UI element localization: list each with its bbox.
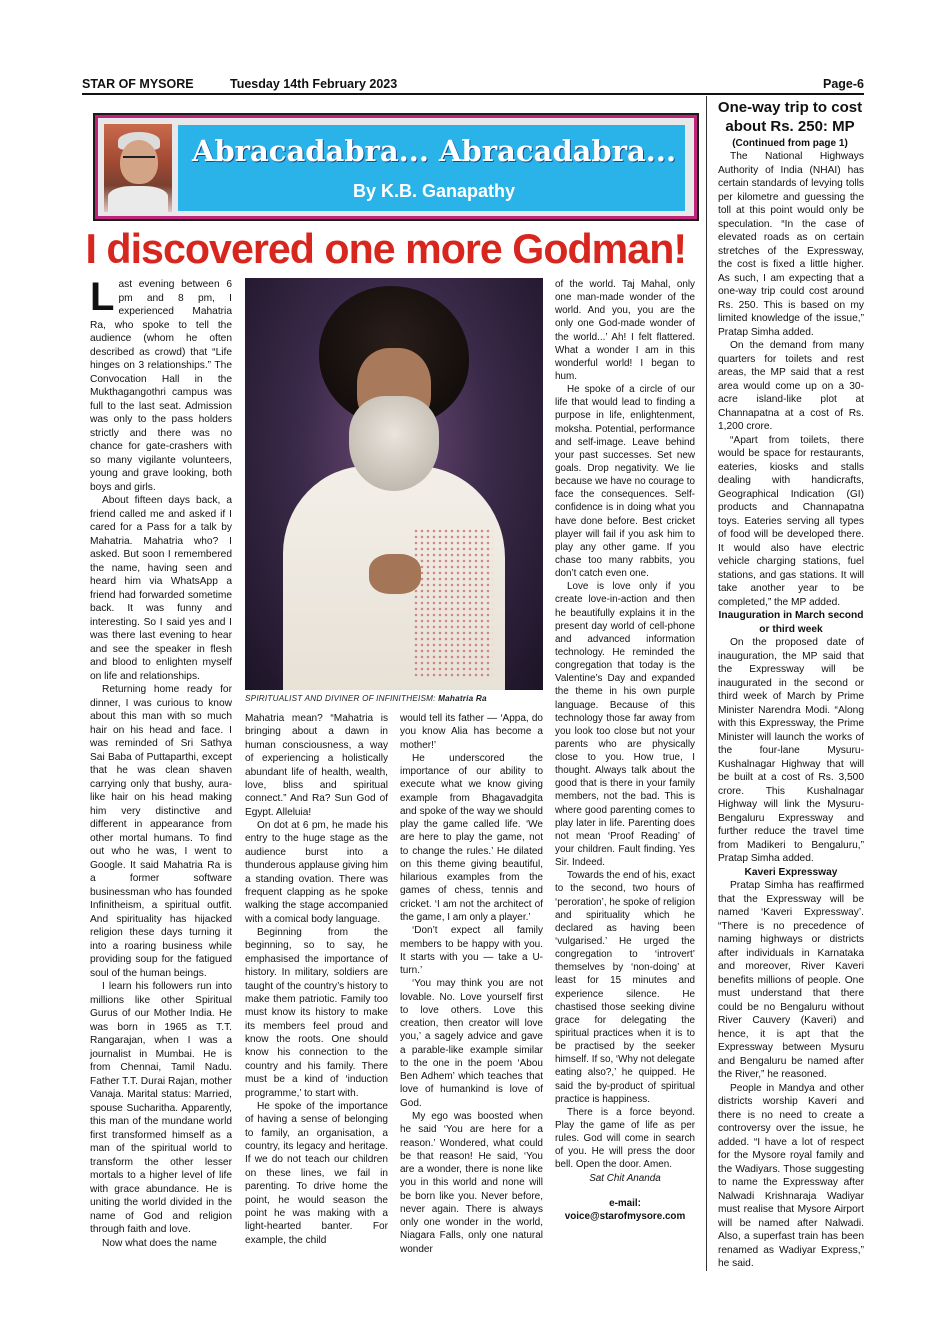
article-paragraph: On dot at 6 pm, he made his entry to the huge stage as the audience burst into a thunderous applause giving him a standing ovation. There was frequent clapping as he spoke walking the stage accompanied with a comical body language. <box>245 820 388 925</box>
sidebar-subhead: Kaveri Expressway <box>744 866 838 878</box>
column-banner <box>93 113 699 221</box>
column-title: Abracadabra... Abracadabra... <box>191 134 677 168</box>
article-paragraph: ‘Don’t expect all family members to be happy with you. It starts with you — take a U-turn.’ <box>400 925 543 977</box>
banner-frame <box>98 118 694 216</box>
sidebar-subhead: Inauguration in March second or third week <box>718 610 864 635</box>
article-paragraph: He underscored the importance of our ability to execute what we know giving example from Bhagavadgita and spoke of the way we should play the game called life. ‘We are here to play the game, not to change the rules.’ He dilated on this theme giving beautiful, hilarious examples from the games of chess, tennis and cricket. ‘I am not the architect of the game, I am only a player.’ <box>400 752 543 923</box>
article-paragraph: Returning home ready for dinner, I was curious to know about this man with so much hair on his head and face. I was reminded of Sri Sathya Sai Baba of Puttaparthi, except that he was clean shaven carrying only that bushy, aura-like hair on his head making him very distinctive and different in appearance from other mortal humans. To find out who he was, I went to Google. It said Mahatria Ra is a former software businessman who has founded Infinitheism, a spiritual outfit. And spirituality has hijacked religion these days turning it into a roaring business while providing soup for the fatigued soul of the human beings. <box>90 684 232 979</box>
sidebar-paragraph: The National Highways Authority of India (NHAI) has certain standards of levying tolls per kilometre and guessing the toll at this point would only be speculation. “In the case of elevated roads as on certain stretches of the Expressway, the cost is fixed a little higher. As such, I am expecting that a one-way trip could cost around Rs. 250. This is based on my limited knowledge of the issue,” Pratap Simha added. <box>718 151 864 338</box>
portrait-glasses <box>123 156 155 166</box>
sidebar-paragraph: Pratap Simha has reaffirmed that the Expressway will be named ‘Kaveri Expressway’. “There is no precedence of naming highways or districts after individuals in Karnataka and moreover, River Kaveri benefits millions of people. One must understand that there could be no Bengaluru without River Cauvery (Kaveri) and hence, it is apt that the Expressway between Mysuru and Bengaluru be named after the River,” he reasoned. <box>718 880 864 1080</box>
article-paragraph: My ego was boosted when he said ‘You are here for a reason.’ Wondered, what could be that reason! He said, ‘You are a wonder, there is none like you in this world and none will be born like you. Never before, never again. There is always only one wonder in the world, Niagara Falls, only one natural wonder <box>400 1110 543 1255</box>
email-address[interactable]: voice@starofmysore.com <box>564 1210 686 1222</box>
sidebar-paragraph: On the demand from many quarters for toilets and rest areas, the MP said that a rest area would come up on a 30-acre island-like plot at Channapatna at a cost of Rs. 1,200 crore. <box>718 340 864 432</box>
article-headline: I discovered one more Godman! <box>85 225 687 272</box>
sidebar-article <box>718 150 864 1271</box>
article-column-2 <box>245 712 388 1247</box>
article-paragraph: Now what does the name <box>102 1237 217 1249</box>
continued-note: (Continued from page 1) <box>732 138 848 149</box>
article-paragraph: of the world. Taj Mahal, only one man-made wonder of the world. And you, you are the only one God-made wonder of the world...’ Ah! I felt flattered. What a wonder I am in this wonderful world! I began to hum. <box>555 279 695 382</box>
portrait-shirt <box>108 186 168 212</box>
article-paragraph: About fifteen days back, a friend called me and asked if I cared for a Pass for a talk by Mahatria. Mahatria who? I asked. But soon I remembered the name, having seen and heard him via WhatsApp a friend had forwarded sometime back. It was funny and interesting. So I said yes and I was there last evening to hear and see the speaker in flesh and blood to enlighten myself on life and relationships. <box>90 495 232 682</box>
article-photo <box>245 278 543 690</box>
page-number: Page-6 <box>823 77 864 91</box>
article-paragraph: He spoke of a circle of our life that would lead to finding a purpose in life, enlightenment, moksha. Potential, performance and self-image. Leave behind your past successes. Set new goals. Drop negativity. We lie because we have no courage to face the consequences. Self-confidence is in doing what you have done before. Best cricket player will fail if you ask him to play any other game. If you chase too many rabbits, you don’t catch even one. <box>555 384 695 580</box>
caption-name: Mahatria Ra <box>438 694 487 703</box>
column-byline: By K.B. Ganapathy <box>352 181 516 201</box>
article-column-4 <box>555 278 695 1223</box>
sidebar-headline: One-way trip to cost about Rs. 250: MP <box>717 99 863 135</box>
article-paragraph: Last evening between 6 pm and 8 pm, I experienced Mahatria Ra, who spoke to tell the audience (whom he often described as crowd) that “Life hinges on 3 relationships.” The Convocation Hall in the Mukthagangothri campus was full to the last seat. Admission was only to the pass holders strictly and there was no chance for gate-crashers with so many vigilante volunteers, young and grave looking, both boys and girls. <box>90 275 232 493</box>
photo-beard <box>349 396 439 491</box>
sidebar-paragraph: “Apart from toilets, there would be space for restaurants, eateries, kiosks and stalls dealing with handicrafts, Geographical Indication (GI) products and Channapatna toys. Eateries serving all types of food will be developed there. It would also have electric vehicle charging stations, fuel stations, and gas stations. It will take another year to be completed,” the MP added. <box>718 434 864 608</box>
article-paragraph: Mahatria mean? “Mahatria is bringing about a dawn in human consciousness, a way of experiencing a holistically abundant life of health, wealth, love, bliss and spiritual connect.” And Ra? Sun God of Egypt. Alleluia! <box>245 713 388 818</box>
email-label: e-mail: <box>609 1197 641 1209</box>
article-signoff: Sat Chit Ananda <box>589 1172 661 1184</box>
photo-hands <box>369 554 421 594</box>
article-paragraph: I learn his followers run into millions like other Spiritual Gurus of our Mother India. He was born in 1965 as T.T. Rangarajan, when I was a journalist in Mumbai. He is from Chennai, Tamil Nadu. Father T.T. Durai Rajan, mother Vanaja. Marital status: Married, spouse Sucharitha. Apparently, this man of the mundane world first transformed himself as a man of the spiritual world to transform the other lesser mortals to a higher level of life with grace abundance. He is uniting the world divided in the name of God and religion through faith and love. <box>90 981 232 1235</box>
article-column-1 <box>90 275 232 1250</box>
column-divider <box>706 96 707 1271</box>
article-column-3 <box>400 712 543 1256</box>
article-paragraph: Love is love only if you create love-in-action and then he beautifully explains it in the present day world of cell-phone and advanced information technology. He reminded the congregation that today is the Valentine’s Day and expanded the theme in his own purple language. Because of this technology those far away from you look too close but not your parents who are physically close to you. How true, I thought. Always talk about the good that is there in your family members, not the bad. This is where good parenting comes to play later in life. Parenting does not mean ‘Proof Reading’ of your children. Fault finding. Yes Sir. Indeed. <box>555 581 695 869</box>
photo-caption <box>245 694 543 708</box>
article-paragraph: There is a force beyond. Play the game of life as per rules. God will come in search of you. He will press the door bell. Open the door. Amen. <box>555 1106 695 1171</box>
article-paragraph: He spoke of the importance of having a sense of belonging to family, an organisation, a country, its legacy and heritage. If we do not teach our children on these lines, we fail in parenting. To drive home the point, he would season the point he was making with a light-hearted banter. For example, the child <box>245 1100 388 1246</box>
drop-cap: L <box>90 275 115 319</box>
article-paragraph: would tell its father — ‘Appa, do you know Alia has become a mother!’ <box>400 713 543 751</box>
author-portrait <box>104 124 172 212</box>
publication-name: STAR OF MYSORE <box>82 77 194 91</box>
header-rule <box>82 93 864 95</box>
issue-date: Tuesday 14th February 2023 <box>230 77 398 91</box>
sidebar-paragraph: People in Mandya and other districts worship Kaveri and there is no need to create a controversy over the issue, he added. “I have a lot of respect for the Mysore royal family and the Wadiyars. Those suggesting to name the Expressway after Nalwadi Krishnaraja Wadiyar must realise that Mysore Airport will be named after Nalwadi. Also, a superfast train has been renamed as Wadiyar Express,” he said. <box>718 1082 864 1269</box>
photo-embroidery <box>413 528 493 678</box>
article-paragraph: ‘You may think you are not lovable. No. Love yourself first to love others. Love this creation, then creator will love you,’ a sagely advice and gave a parable-like example similar to the one in the poem ‘Abou Ben Adhem’ which teaches that love of humankind is love of God. <box>400 978 543 1109</box>
article-paragraph: Beginning from the beginning, so to say, he emphasised the importance of history. In military, soldiers are taught of the country’s history to make them patriotic. Family too must know its history to make its members feel proud and know the roots. One should know his connection to the country and his family. There must be a kind of ‘induction programme,’ to start with. <box>245 927 388 1099</box>
article-paragraph: Towards the end of his, exact to the second, two hours of ‘peroration’, he spoke of religion and spirituality which he declared as having been ‘vulgarised.’ He urged the congregation to ‘introvert’ themselves by ‘non-doing’ at least for 15 minutes and experience silence. He chastised those seeking divine grace for delegating the spiritual practices when it is to be practised by the seeker himself. If so, ‘Why not delegate eating also?,’ he quipped. He said the by-product of spiritual practice is happiness. <box>555 870 695 1105</box>
sidebar-paragraph: On the proposed date of inauguration, the MP said that the Expressway will be inaugurated in the second or third week of March by Prime Minister Narendra Modi. “Along with this Expressway, the Prime Minister will launch the works of the four-lane Mysuru-Kushalnagar Highway that will be built at a cost of Rs. 3,500 crore. This Kushalnagar Highway will link the Mysuru-Bengaluru Expressway and further reduce the travel time from Madikeri to Bengaluru,” Pratap Simha added. <box>718 637 864 864</box>
caption-prefix: SPIRITUALIST AND DIVINER OF INFINITHEISM: <box>245 694 436 703</box>
